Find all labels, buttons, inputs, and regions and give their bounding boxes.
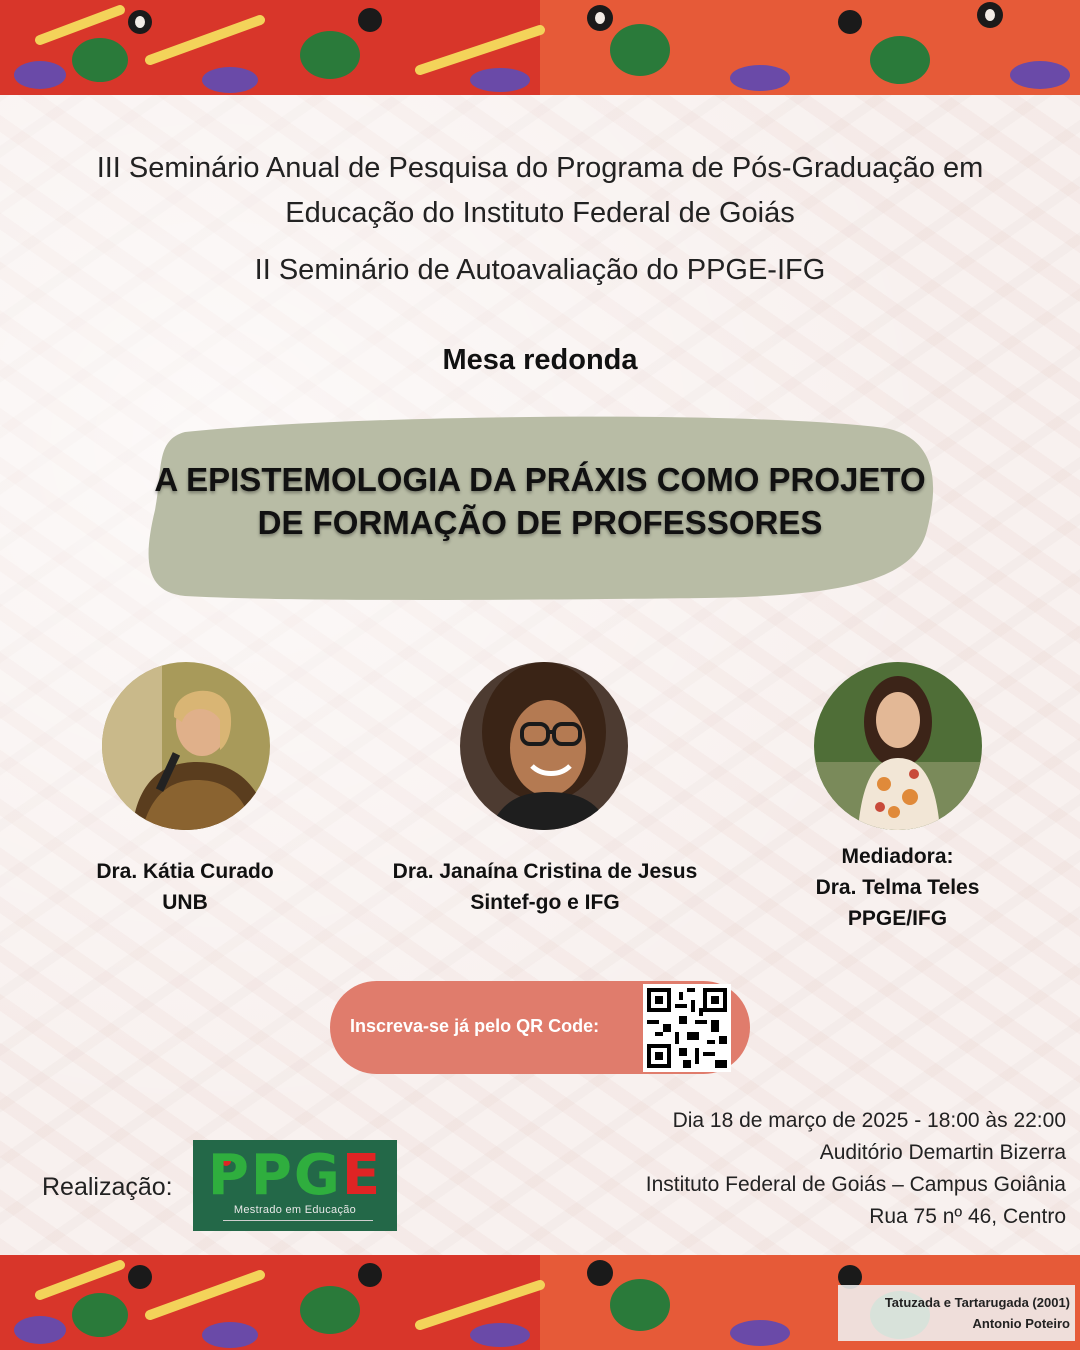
artwork-title: Tatuzada e Tartarugada (2001) <box>884 1295 1070 1310</box>
registration-label: Inscreva-se já pelo QR Code: <box>350 1016 600 1036</box>
event-subtitle: II Seminário de Autoavaliação do PPGE-IFG <box>254 254 826 286</box>
top-artwork-band <box>0 0 1080 95</box>
speaker-photo-katia <box>102 662 270 830</box>
qr-code[interactable] <box>643 984 731 1072</box>
speaker-affiliation: UNB <box>162 891 208 914</box>
session-type: Mesa redonda <box>442 344 638 376</box>
logo-text-g: G <box>293 1143 342 1208</box>
event-info <box>646 1105 1066 1233</box>
speaker-role: Mediadora: <box>841 845 954 868</box>
speaker-katia <box>60 856 310 918</box>
headline-line1: A EPISTEMOLOGIA DA PRÁXIS COMO PROJETO <box>154 461 926 498</box>
speaker-affiliation: PPGE/IFG <box>847 907 948 930</box>
event-date: Dia 18 de março de 2025 - 18:00 às 22:00 <box>672 1109 1066 1132</box>
ppge-logo <box>193 1140 397 1231</box>
speaker-affiliation: Sintef-go e IFG <box>470 891 620 914</box>
speaker-photo-telma <box>814 662 982 830</box>
speaker-telma <box>770 841 1025 934</box>
event-venue: Auditório Demartin Bizerra <box>819 1141 1066 1164</box>
event-institution: Instituto Federal de Goiás – Campus Goiânia <box>645 1173 1066 1196</box>
speaker-janaina <box>370 856 720 918</box>
event-title <box>0 146 1080 236</box>
speaker-name: Dra. Kátia Curado <box>96 860 274 883</box>
speaker-name: Dra. Telma Teles <box>815 876 980 899</box>
speaker-name: Dra. Janaína Cristina de Jesus <box>392 860 698 883</box>
event-title-line1: III Seminário Anual de Pesquisa do Programa de Pós-Graduação em <box>96 152 984 184</box>
headline <box>140 458 940 544</box>
logo-text <box>193 1144 397 1208</box>
speaker-photo-janaina <box>460 662 628 830</box>
logo-text-pp: PP <box>207 1143 294 1208</box>
logo-subtitle: Mestrado em Educação <box>233 1204 357 1216</box>
logo-divider <box>223 1220 373 1221</box>
logo-text-e: E <box>341 1143 383 1208</box>
event-title-line2: Educação do Instituto Federal de Goiás <box>285 197 795 229</box>
headline-line2: DE FORMAÇÃO DE PROFESSORES <box>257 504 823 541</box>
organizer-label: Realização: <box>42 1173 173 1201</box>
artwork-credit <box>838 1285 1075 1341</box>
artwork-artist: Antonio Poteiro <box>972 1316 1070 1331</box>
event-address: Rua 75 nº 46, Centro <box>869 1205 1066 1228</box>
